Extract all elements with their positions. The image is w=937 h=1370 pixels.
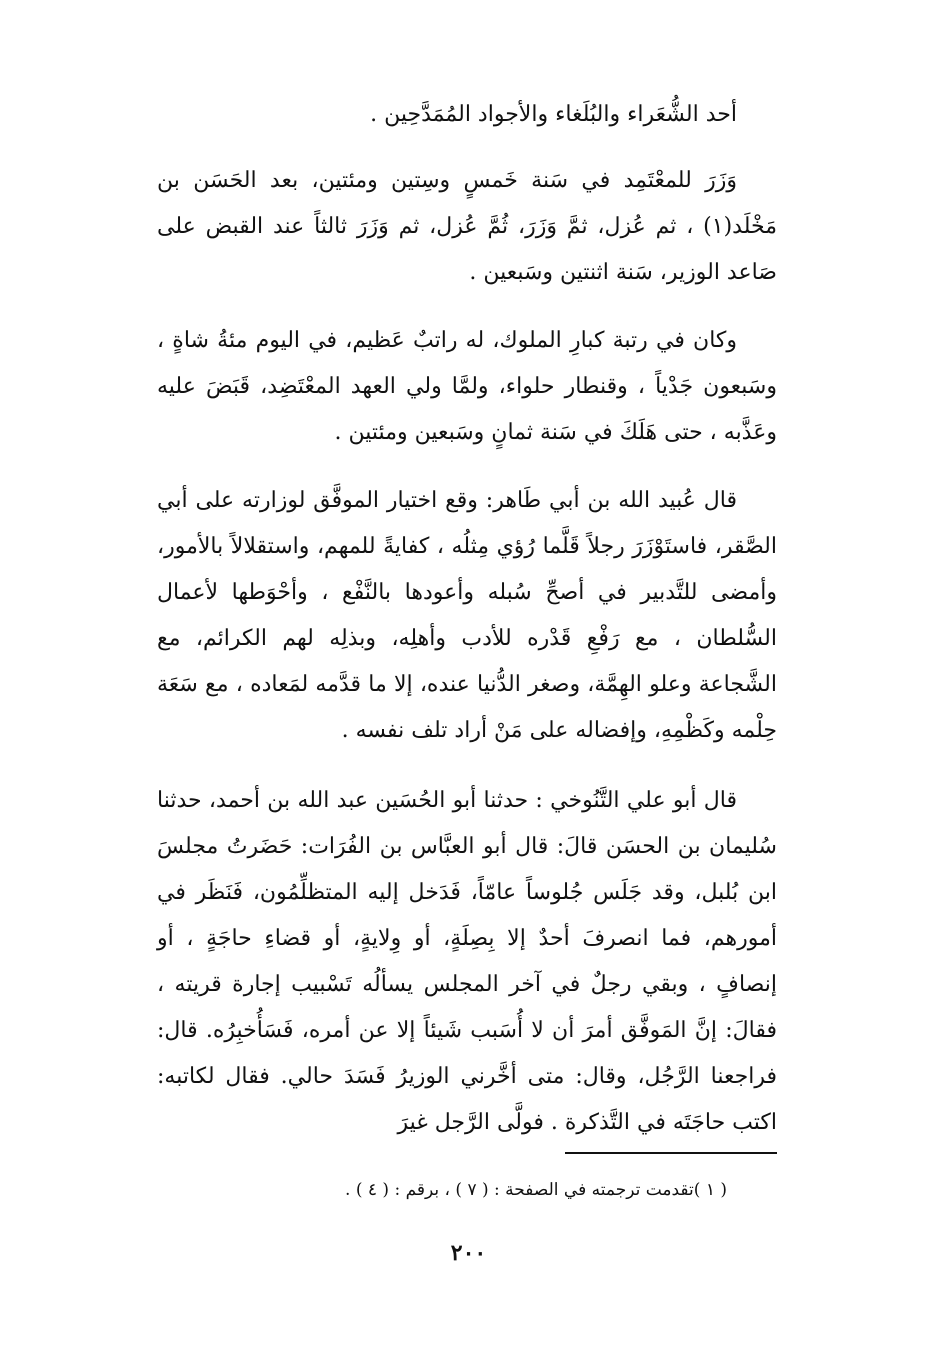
paragraph-5 [157,778,777,1146]
paragraph-text: وكان في رتبة كبارِ الملوك، له راتبٌ عَظيم، في اليوم مئةُ شاةٍ ، وسَبعون جَدْياً ، وقنطار حلواء، ولمَّا ولي العهد المعْتَضِد، قَبَضَ عليه وعَذَّبه ، حتى هَلَكَ في سَنة ثمانٍ وسَبعين ومئتين . [157,328,777,445]
paragraph-text: قال عُبيد الله بن أبي طَاهر: وقع اختيار الموفَّق لوزارته على أبي الصَّقر، فاستَوْزَرَ رجلاً قَلَّما رُؤي مِثلُه ، كفايةً للمهم، واستقلالاً بالأمور، وأمضى للتَّدبير في أصحِّ سُبله وأعودها بالنَّفْع ، وأحْوَطها لأعمال السُّلطان ، مع رَفْعِ قَدْره للأدب وأهلِه، وبذلِه لهم الكرائم، مع الشَّجاعة وعلو الهِمَّة، وصغر الدُّنيا عنده، إلا ما قدَّمه لمَعاده ، مع سَعَة حِلْمه وكَظْمِهِ، وإفضاله على مَنْ أراد تلف نفسه . [157,488,777,743]
page-number: ٢٠٠ [450,1240,487,1266]
footnote: ( ١ )تقدمت ترجمته في الصفحة : ( ٧ ) ، برقم : ( ٤ ) . [345,1180,727,1200]
footnote-divider [565,1152,777,1154]
paragraph-text: أحد الشُّعَراء والبُلَغاء والأجواد المُمَدَّحِين . [370,102,737,127]
paragraph-4 [157,478,777,754]
paragraph-text: قال أبو علي التَّنُوخي : حدثنا أبو الحُسَين عبد الله بن أحمد، حدثنا سُليمان بن الحسَن قالَ: قال أبو العبَّاس بن الفُرَات: حَضَرتُ مجلسَ ابن بُلبل، وقد جَلَس جُلوساً عامّاً، فَدَخل إليه المتظلِّمُون، فَنَظَر في أمورهم، فما انصرفَ أحدٌ إلا بِصِلَةٍ، أو وِلايةٍ، أو قضاءِ حاجَةٍ ، أو إنصافٍ ، وبقي رجلٌ في آخر المجلس يسألُه تَسْبيب إجارة قريته ، فقالَ: إنَّ المَوفَّق أمرَ أن لا أُسَبب شَيئاً إلا عن أمره، فَسَأُخبِرُه. قال: فراجعنا الرَّجُل، وقال: متى أخَّرني الوزيرُ فَسَدَ حالي. فقال لكاتبه: اكتب حاجَتَه في التَّذكرة . فولَّى الرَّجل غيرَ [157,788,777,1135]
paragraph-1 [157,92,777,138]
paragraph-3 [157,318,777,456]
paragraph-2 [157,158,777,296]
paragraph-text: وَزَرَ للمعْتَمِد في سَنة خَمسٍ وسِتين ومئتين، بعد الحَسَن بن مَخْلَد(١) ، ثم عُزل، ثمَّ وَزَرَ، ثُمَّ عُزل، ثم وَزَرَ ثالثاً عند القبض على صَاعد الوزير، سَنة اثنتين وسَبعين . [157,168,777,285]
